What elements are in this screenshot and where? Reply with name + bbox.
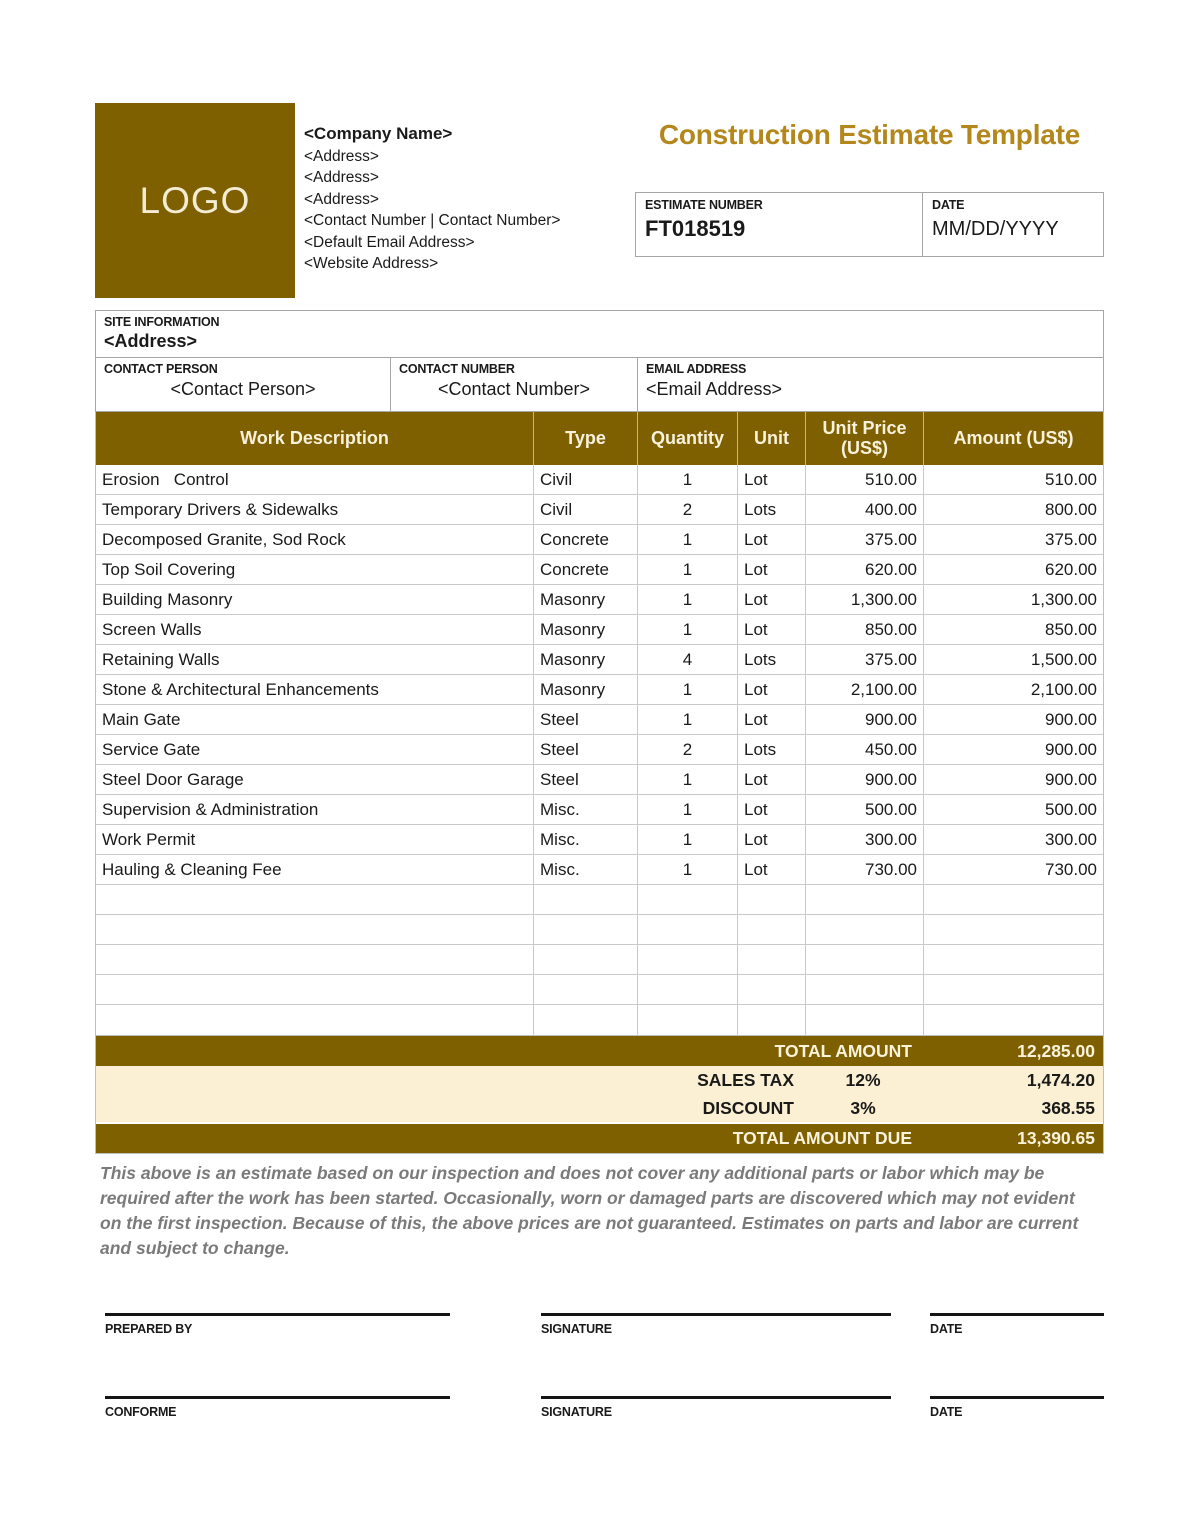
column-header-unit: Unit	[738, 412, 806, 465]
page-title: Construction Estimate Template	[658, 119, 1081, 150]
cell-unit-price: 620.00	[806, 555, 924, 584]
cell-work-description: Steel Door Garage	[96, 765, 534, 794]
cell-unit-price: 500.00	[806, 795, 924, 824]
email-address-cell	[638, 358, 1103, 411]
cell-unit: Lot	[738, 555, 806, 584]
date-box	[923, 193, 1103, 256]
sales-tax-rate: 12%	[845, 1069, 881, 1090]
company-contact-line: <Contact Number | Contact Number>	[304, 212, 561, 229]
totals-section	[95, 1036, 1104, 1154]
document-content	[95, 103, 1104, 1536]
cell-unit-price	[806, 975, 924, 1004]
cell-amount: 375.00	[1045, 529, 1097, 549]
cell-unit-price: 510.00	[806, 465, 924, 494]
document-header	[95, 103, 1104, 298]
discount-row	[96, 1094, 1103, 1122]
cell-unit-price: 375.00	[806, 645, 924, 674]
company-logo	[95, 103, 295, 298]
prepared-by-line: PREPARED BY	[105, 1313, 450, 1336]
table-row	[96, 1005, 1103, 1035]
cell-work-description	[96, 975, 534, 1004]
cell-work-description	[96, 1005, 534, 1035]
conforme-line: CONFORME	[105, 1396, 450, 1419]
cell-unit: Lot	[738, 855, 806, 884]
total-amount-value: 12,285.00	[1017, 1040, 1095, 1061]
cell-unit-price: 1,300.00	[806, 585, 924, 614]
disclaimer-text: This above is an estimate based on our inspection and does not cover any additional parts or labor which may be required after the work has been started. Occasionally, worn or damaged parts are discovered which may not evident on the first inspection. Because of this, the above prices are not guaranteed. Estimates on parts and labor are current and subject to change.	[100, 1163, 1079, 1258]
cell-type: Concrete	[534, 555, 638, 584]
cell-unit: Lot	[738, 825, 806, 854]
estimate-meta-boxes	[635, 192, 1104, 257]
cell-unit: Lot	[738, 765, 806, 794]
contact-number-value: <Contact Number>	[437, 379, 591, 399]
table-row	[96, 645, 1103, 675]
cell-unit	[738, 1005, 806, 1035]
company-address-line: <Address>	[304, 190, 379, 208]
site-address-value: <Address>	[104, 331, 198, 351]
estimate-number-value: FT018519	[645, 216, 746, 241]
date-value: MM/DD/YYYY	[932, 218, 1059, 240]
table-row	[96, 975, 1103, 1005]
column-header-work-description: Work Description	[96, 412, 534, 465]
cell-amount	[924, 945, 1103, 974]
cell-unit	[738, 945, 806, 974]
cell-amount: 500.00	[1045, 799, 1097, 819]
cell-type: Masonry	[534, 585, 638, 614]
cell-type: Steel	[534, 765, 638, 794]
cell-amount: 730.00	[1045, 859, 1097, 879]
cell-type: Steel	[534, 735, 638, 764]
cell-unit-price: 300.00	[806, 825, 924, 854]
cell-work-description	[96, 945, 534, 974]
discount-value: 368.55	[1041, 1097, 1095, 1118]
cell-unit-price	[806, 945, 924, 974]
logo-text: LOGO	[139, 179, 251, 221]
company-info-block	[295, 103, 630, 298]
cell-type	[534, 885, 638, 914]
cell-amount	[924, 915, 1103, 944]
cell-unit-price	[806, 915, 924, 944]
cell-unit: Lot	[738, 705, 806, 734]
cell-unit-price: 850.00	[806, 615, 924, 644]
cell-unit: Lots	[738, 495, 806, 524]
cell-quantity: 1	[638, 555, 738, 584]
cell-quantity: 2	[638, 735, 738, 764]
column-header-unit-price: Unit Price (US$)	[806, 412, 924, 465]
cell-work-description: Stone & Architectural Enhancements	[96, 675, 534, 704]
cell-type	[534, 1005, 638, 1035]
table-row	[96, 615, 1103, 645]
cell-unit: Lot	[738, 465, 806, 494]
estimate-number-box	[636, 193, 923, 256]
cell-quantity	[638, 975, 738, 1004]
cell-quantity: 1	[638, 765, 738, 794]
cell-amount	[924, 885, 1103, 914]
cell-type: Misc.	[534, 855, 638, 884]
sales-tax-row	[96, 1066, 1103, 1094]
cell-work-description: Erosion Control	[96, 465, 534, 494]
cell-unit	[738, 975, 806, 1004]
site-contact-row	[96, 358, 1103, 411]
cell-work-description: Retaining Walls	[96, 645, 534, 674]
cell-unit: Lot	[738, 795, 806, 824]
cell-unit: Lot	[738, 615, 806, 644]
cell-unit: Lot	[738, 675, 806, 704]
cell-quantity: 1	[638, 825, 738, 854]
email-address-value: <Email Address>	[646, 379, 783, 399]
cell-unit: Lots	[738, 735, 806, 764]
cell-unit-price: 730.00	[806, 855, 924, 884]
cell-quantity: 1	[638, 585, 738, 614]
table-row	[96, 765, 1103, 795]
total-amount-label: TOTAL AMOUNT	[774, 1040, 912, 1061]
date-line: DATE	[930, 1313, 1104, 1336]
cell-unit-price: 375.00	[806, 525, 924, 554]
cell-quantity: 1	[638, 525, 738, 554]
cell-type	[534, 975, 638, 1004]
column-header-amount: Amount (US$)	[953, 427, 1074, 448]
table-row	[96, 705, 1103, 735]
contact-number-label: CONTACT NUMBER	[399, 362, 515, 376]
cell-amount	[924, 975, 1103, 1004]
contact-person-label: CONTACT PERSON	[104, 362, 218, 376]
total-amount-due-row	[96, 1122, 1103, 1153]
company-address-line: <Address>	[304, 169, 379, 186]
contact-person-cell	[96, 358, 391, 411]
cell-type: Civil	[534, 465, 638, 494]
cell-type	[534, 945, 638, 974]
estimate-number-label: ESTIMATE NUMBER	[645, 198, 763, 212]
table-row	[96, 795, 1103, 825]
signature-line: SIGNATURE	[541, 1313, 891, 1336]
header-right-column	[635, 103, 1104, 298]
cell-amount: 900.00	[1045, 739, 1097, 759]
signature-line: SIGNATURE	[541, 1396, 891, 1419]
cell-work-description: Hauling & Cleaning Fee	[96, 855, 534, 884]
cell-work-description: Work Permit	[96, 825, 534, 854]
cell-unit-price: 2,100.00	[806, 675, 924, 704]
cell-unit: Lot	[738, 585, 806, 614]
cell-amount: 900.00	[1045, 709, 1097, 729]
company-address-line: <Address>	[304, 147, 379, 165]
cell-amount: 900.00	[1045, 769, 1097, 789]
cell-type: Masonry	[534, 615, 638, 644]
signature-row-conforme	[95, 1396, 1104, 1436]
cell-type	[534, 915, 638, 944]
cell-quantity	[638, 915, 738, 944]
sales-tax-value: 1,474.20	[1026, 1069, 1095, 1090]
cell-amount: 2,100.00	[1030, 679, 1097, 699]
cell-unit: Lot	[738, 525, 806, 554]
total-amount-due-value: 13,390.65	[1017, 1128, 1095, 1148]
cell-quantity: 1	[638, 855, 738, 884]
cell-unit-price: 400.00	[806, 495, 924, 524]
cell-quantity: 1	[638, 795, 738, 824]
cell-unit-price	[806, 885, 924, 914]
contact-person-value: <Contact Person>	[170, 379, 316, 399]
discount-rate: 3%	[850, 1097, 876, 1118]
email-address-label: EMAIL ADDRESS	[646, 362, 747, 376]
cell-type: Steel	[534, 705, 638, 734]
cell-quantity	[638, 1005, 738, 1035]
column-header-type: Type	[534, 412, 638, 465]
cell-work-description: Service Gate	[96, 735, 534, 764]
cell-type: Civil	[534, 495, 638, 524]
date-label: DATE	[932, 198, 965, 212]
cell-unit-price: 900.00	[806, 705, 924, 734]
total-amount-row	[96, 1036, 1103, 1066]
cell-amount: 1,300.00	[1030, 589, 1097, 609]
contact-number-cell	[391, 358, 638, 411]
cell-type: Misc.	[534, 825, 638, 854]
cell-work-description: Main Gate	[96, 705, 534, 734]
table-row	[96, 675, 1103, 705]
cell-work-description: Screen Walls	[96, 615, 534, 644]
work-items-table	[95, 412, 1104, 1036]
cell-type: Masonry	[534, 675, 638, 704]
column-header-quantity: Quantity	[638, 412, 738, 465]
cell-work-description: Top Soil Covering	[96, 555, 534, 584]
cell-quantity	[638, 945, 738, 974]
table-row	[96, 855, 1103, 885]
cell-quantity: 1	[638, 675, 738, 704]
total-amount-due-label: TOTAL AMOUNT DUE	[732, 1128, 912, 1148]
cell-quantity: 1	[638, 615, 738, 644]
table-row	[96, 495, 1103, 525]
site-information-row	[96, 311, 1103, 358]
cell-work-description: Supervision & Administration	[96, 795, 534, 824]
company-email-line: <Default Email Address>	[304, 233, 475, 251]
table-row	[96, 825, 1103, 855]
cell-amount: 850.00	[1045, 619, 1097, 639]
table-body	[96, 465, 1103, 1035]
cell-amount: 800.00	[1045, 499, 1097, 519]
cell-unit-price	[806, 1005, 924, 1035]
table-row	[96, 465, 1103, 495]
cell-unit	[738, 885, 806, 914]
cell-unit-price: 450.00	[806, 735, 924, 764]
cell-work-description: Building Masonry	[96, 585, 534, 614]
cell-amount: 510.00	[1045, 469, 1097, 489]
table-row	[96, 585, 1103, 615]
cell-quantity: 2	[638, 495, 738, 524]
table-row	[96, 915, 1103, 945]
cell-amount: 620.00	[1045, 559, 1097, 579]
cell-work-description	[96, 915, 534, 944]
cell-type: Concrete	[534, 525, 638, 554]
cell-work-description: Decomposed Granite, Sod Rock	[96, 525, 534, 554]
cell-amount	[924, 1005, 1103, 1035]
cell-quantity: 1	[638, 705, 738, 734]
table-header-row	[96, 412, 1103, 465]
signature-row-prepared-by	[95, 1313, 1104, 1353]
discount-label: DISCOUNT	[702, 1097, 794, 1118]
cell-work-description	[96, 885, 534, 914]
site-information-label: SITE INFORMATION	[104, 315, 220, 329]
date-line: DATE	[930, 1396, 1104, 1419]
table-row	[96, 885, 1103, 915]
cell-type: Misc.	[534, 795, 638, 824]
cell-quantity	[638, 885, 738, 914]
cell-quantity: 1	[638, 465, 738, 494]
company-name: <Company Name>	[304, 124, 453, 143]
cell-amount: 1,500.00	[1030, 649, 1097, 669]
cell-unit	[738, 915, 806, 944]
table-row	[96, 735, 1103, 765]
table-row	[96, 945, 1103, 975]
cell-amount: 300.00	[1045, 829, 1097, 849]
cell-type: Masonry	[534, 645, 638, 674]
site-information-section	[95, 310, 1104, 412]
table-row	[96, 525, 1103, 555]
sales-tax-label: SALES TAX	[697, 1069, 794, 1090]
cell-unit: Lots	[738, 645, 806, 674]
table-row	[96, 555, 1103, 585]
cell-quantity: 4	[638, 645, 738, 674]
company-website-line: <Website Address>	[304, 255, 439, 272]
cell-unit-price: 900.00	[806, 765, 924, 794]
cell-work-description: Temporary Drivers & Sidewalks	[96, 495, 534, 524]
